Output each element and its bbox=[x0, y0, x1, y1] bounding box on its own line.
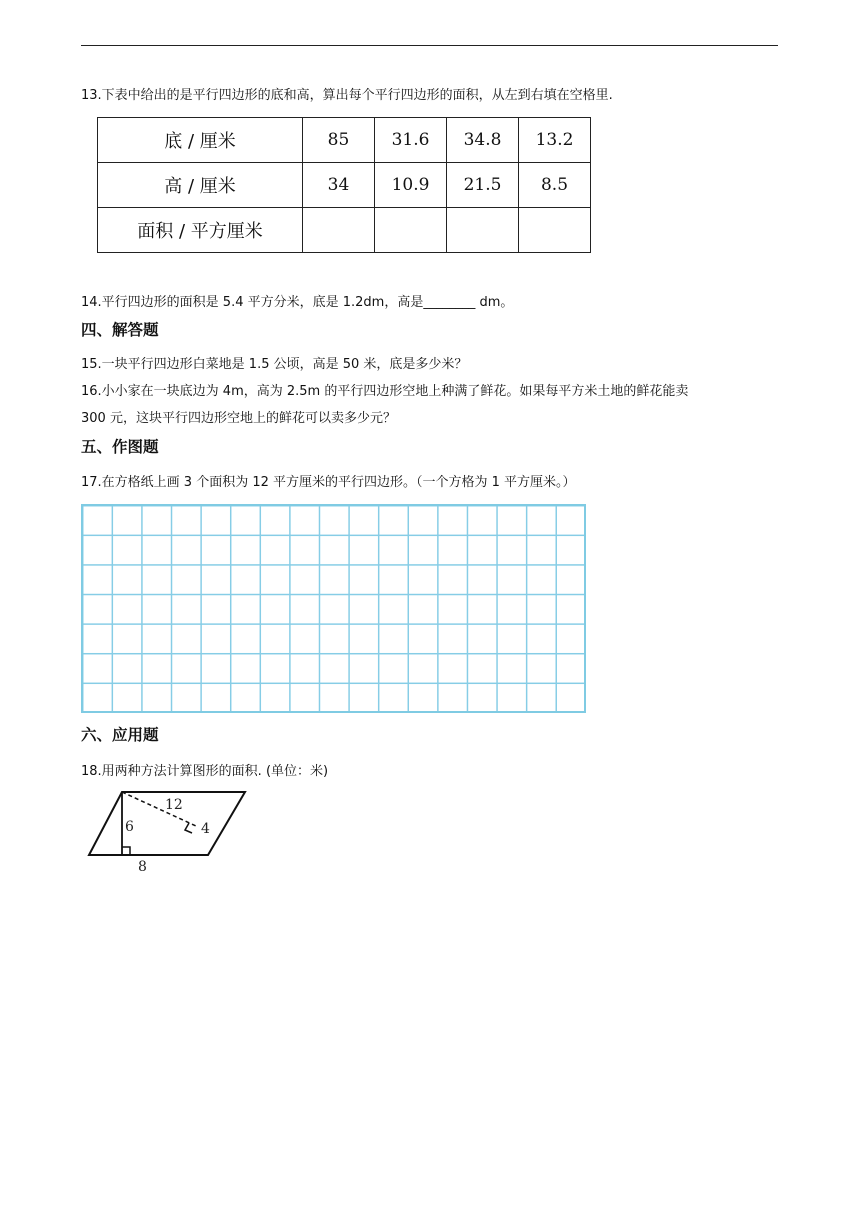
base-height-table bbox=[97, 117, 591, 253]
right-angle-mark-base bbox=[122, 847, 130, 855]
height-label: 6 bbox=[125, 819, 134, 835]
base-cell: 31.6 bbox=[375, 118, 447, 163]
right-angle-mark-side bbox=[185, 823, 192, 833]
parallelogram-figure bbox=[84, 786, 254, 876]
question-13: 13.下表中给出的是平行四边形的底和高，算出每个平行四边形的面积，从左到右填在空格里. bbox=[81, 88, 613, 103]
base-cell: 13.2 bbox=[519, 118, 591, 163]
height-cell: 21.5 bbox=[447, 163, 519, 208]
base-cell: 34.8 bbox=[447, 118, 519, 163]
question-14: 14.平行四边形的面积是 5.4 平方分米，底是 1.2dm，高是________ dm。 bbox=[81, 295, 514, 310]
question-16-line1: 16.小小家在一块底边为 4m，高为 2.5m 的平行四边形空地上种满了鲜花。如果每平方米土地的鲜花能卖 bbox=[81, 384, 689, 399]
question-18: 18.用两种方法计算图形的面积. (单位：米) bbox=[81, 764, 329, 779]
question-17: 17.在方格纸上画 3 个面积为 12 平方厘米的平行四边形。（一个方格为 1 平方厘米。） bbox=[81, 475, 576, 490]
table-row-area bbox=[98, 208, 591, 253]
area-answer-cell[interactable] bbox=[447, 208, 519, 253]
section-title-6: 六、应用题 bbox=[81, 726, 159, 744]
height-cell: 34 bbox=[303, 163, 375, 208]
height-cell: 10.9 bbox=[375, 163, 447, 208]
area-answer-cell[interactable] bbox=[519, 208, 591, 253]
header-rule bbox=[81, 45, 778, 46]
row-label-height: 高 / 厘米 bbox=[98, 163, 303, 208]
table-row-height bbox=[98, 163, 591, 208]
side-height-label: 4 bbox=[201, 821, 210, 837]
base-label: 8 bbox=[138, 859, 147, 875]
area-answer-cell[interactable] bbox=[375, 208, 447, 253]
section-title-4: 四、解答题 bbox=[81, 321, 159, 339]
row-label-base: 底 / 厘米 bbox=[98, 118, 303, 163]
area-answer-cell[interactable] bbox=[303, 208, 375, 253]
question-16-line2: 300 元，这块平行四边形空地上的鲜花可以卖多少元？ bbox=[81, 411, 396, 426]
graph-paper-grid[interactable] bbox=[81, 504, 586, 713]
base-cell: 85 bbox=[303, 118, 375, 163]
row-label-area: 面积 / 平方厘米 bbox=[98, 208, 303, 253]
height-cell: 8.5 bbox=[519, 163, 591, 208]
section-title-5: 五、作图题 bbox=[81, 438, 159, 456]
diagonal-length-label: 12 bbox=[165, 797, 183, 813]
question-15: 15.一块平行四边形白菜地是 1.5 公顷，高是 50 米，底是多少米？ bbox=[81, 357, 468, 372]
table-row-base bbox=[98, 118, 591, 163]
